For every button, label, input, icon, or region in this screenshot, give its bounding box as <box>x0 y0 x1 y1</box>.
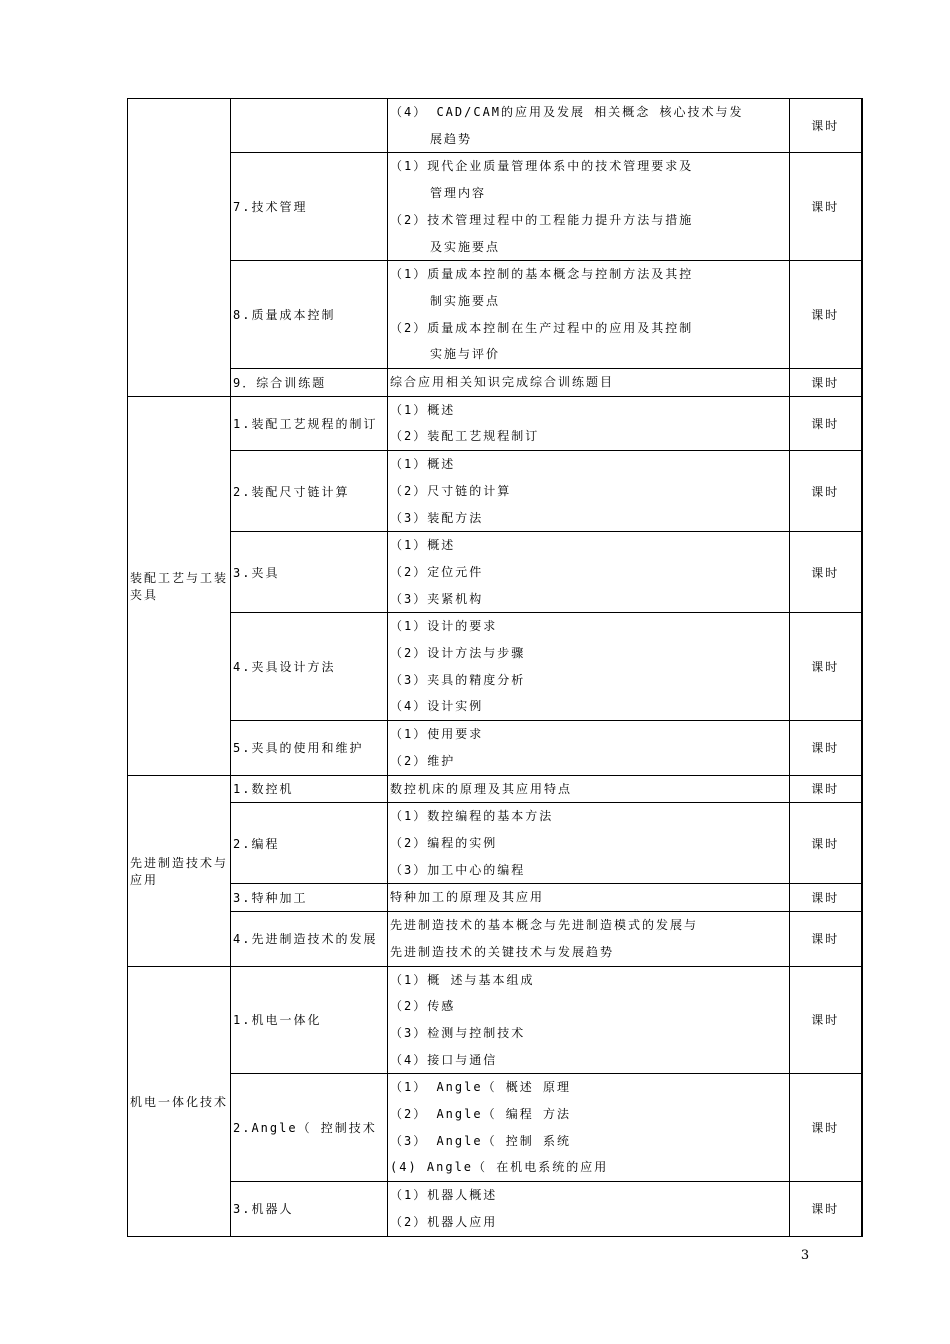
content-line: （2）维护 <box>390 753 456 768</box>
content-cell <box>388 1182 790 1236</box>
topic-cell: 1.装配工艺规程的制订 <box>231 396 388 450</box>
category-cell: 先进制造技术与应用 <box>128 775 231 966</box>
content-line: （3）装配方法 <box>390 510 484 525</box>
hours-cell: 课时 <box>790 451 862 532</box>
category-cell: 装配工艺与工装夹具 <box>128 396 231 775</box>
table-row <box>128 966 862 1074</box>
hours-cell: 课时 <box>790 153 862 261</box>
hours-cell: 课时 <box>790 721 862 775</box>
content-cell <box>388 1074 790 1182</box>
content-line: 数控机床的原理及其应用特点 <box>390 781 573 796</box>
content-line: （2）技术管理过程中的工程能力提升方法与措施 <box>390 212 694 227</box>
content-cell <box>388 532 790 613</box>
content-cell <box>388 613 790 721</box>
topic-cell: 3.特种加工 <box>231 884 388 912</box>
hours-cell: 课时 <box>790 261 862 369</box>
content-line: 综合应用相关知识完成综合训练题目 <box>390 375 615 390</box>
content-line: （3）夹紧机构 <box>390 591 484 606</box>
category-cell <box>128 99 231 397</box>
content-line: （3）检测与控制技术 <box>390 1025 526 1040</box>
hours-cell: 课时 <box>790 369 862 397</box>
table-row <box>128 1074 862 1182</box>
content-line: （3） Angle（ 控制 系统 <box>390 1133 572 1148</box>
content-line: （1）概述 <box>390 538 456 553</box>
table-row <box>128 532 862 613</box>
table-row <box>128 912 862 966</box>
content-cell <box>388 153 790 261</box>
content-line: 先进制造技术的关键技术与发展趋势 <box>390 944 615 959</box>
table-row <box>128 396 862 450</box>
table-row <box>128 775 862 803</box>
hours-cell: 课时 <box>790 532 862 613</box>
topic-cell: 1.数控机 <box>231 775 388 803</box>
hours-cell: 课时 <box>790 99 862 153</box>
content-line: （2）尺寸链的计算 <box>390 483 512 498</box>
content-line: （1）机器人概述 <box>390 1188 498 1203</box>
content-cell <box>388 803 790 884</box>
content-line: （1） Angle（ 概述 原理 <box>390 1080 572 1095</box>
topic-cell: 1.机电一体化 <box>231 966 388 1074</box>
content-line: 制实施要点 <box>430 293 501 308</box>
content-line: （4） CAD/CAM的应用及发展 相关概念 核心技术与发 <box>390 105 744 119</box>
table-row <box>128 613 862 721</box>
table-row <box>128 1182 862 1236</box>
content-cell <box>388 912 790 966</box>
syllabus-table-body <box>128 99 862 1237</box>
content-cell <box>388 99 790 153</box>
content-line: （2）编程的实例 <box>390 835 498 850</box>
content-line: （4）设计实例 <box>390 699 484 714</box>
content-line: 特种加工的原理及其应用 <box>390 890 545 905</box>
hours-cell: 课时 <box>790 1182 862 1236</box>
topic-cell: 3.机器人 <box>231 1182 388 1236</box>
topic-cell: 2.编程 <box>231 803 388 884</box>
content-line: （1）设计的要求 <box>390 619 498 634</box>
table-row <box>128 803 862 884</box>
content-line: （1）质量成本控制的基本概念与控制方法及其控 <box>390 267 694 282</box>
table-row <box>128 99 862 153</box>
content-line: 实施与评价 <box>430 347 501 362</box>
content-line: 及实施要点 <box>430 239 501 254</box>
content-cell <box>388 369 790 397</box>
content-cell <box>388 451 790 532</box>
content-line: （3）夹具的精度分析 <box>390 672 526 687</box>
table-row <box>128 153 862 261</box>
syllabus-table <box>127 98 863 1237</box>
topic-cell: 5.夹具的使用和维护 <box>231 721 388 775</box>
table-row <box>128 369 862 397</box>
topic-cell: 7.技术管理 <box>231 153 388 261</box>
content-line: 展趋势 <box>430 131 473 146</box>
content-line: 先进制造技术的基本概念与先进制造模式的发展与 <box>390 918 699 933</box>
hours-cell: 课时 <box>790 966 862 1074</box>
topic-cell: 3.夹具 <box>231 532 388 613</box>
topic-cell <box>231 99 388 153</box>
topic-cell: 2.装配尺寸链计算 <box>231 451 388 532</box>
category-cell: 机电一体化技术 <box>128 966 231 1236</box>
hours-cell: 课时 <box>790 613 862 721</box>
table-row <box>128 721 862 775</box>
hours-cell: 课时 <box>790 803 862 884</box>
content-line: （2）机器人应用 <box>390 1214 498 1229</box>
topic-cell: 2.Angle（ 控制技术 <box>231 1074 388 1182</box>
content-cell <box>388 396 790 450</box>
content-cell <box>388 721 790 775</box>
table-row <box>128 451 862 532</box>
content-line: （1）使用要求 <box>390 727 484 742</box>
page-number: 3 <box>800 1248 810 1263</box>
hours-cell: 课时 <box>790 396 862 450</box>
content-line: （1）现代企业质量管理体系中的技术管理要求及 <box>390 159 694 174</box>
content-line: （2）设计方法与步骤 <box>390 646 526 661</box>
hours-cell: 课时 <box>790 912 862 966</box>
hours-cell: 课时 <box>790 775 862 803</box>
table-row <box>128 884 862 912</box>
content-line: （1）概述 <box>390 402 456 417</box>
content-cell <box>388 261 790 369</box>
hours-cell: 课时 <box>790 1074 862 1182</box>
content-line: (4) Angle（ 在机电系统的应用 <box>390 1160 609 1175</box>
topic-cell: 4.夹具设计方法 <box>231 613 388 721</box>
topic-cell: 4.先进制造技术的发展 <box>231 912 388 966</box>
content-cell <box>388 775 790 803</box>
content-line: （1）概 述与基本组成 <box>390 972 535 987</box>
content-line: （2）定位元件 <box>390 564 484 579</box>
content-line: （2）质量成本控制在生产过程中的应用及其控制 <box>390 320 694 335</box>
content-cell <box>388 884 790 912</box>
content-line: （4）接口与通信 <box>390 1052 498 1067</box>
content-line: （1）概述 <box>390 457 456 472</box>
content-line: （3）加工中心的编程 <box>390 862 526 877</box>
content-line: （2） Angle（ 编程 方法 <box>390 1107 572 1122</box>
content-line: 管理内容 <box>430 186 487 201</box>
topic-cell: 8.质量成本控制 <box>231 261 388 369</box>
hours-cell: 课时 <box>790 884 862 912</box>
content-line: （1）数控编程的基本方法 <box>390 809 554 824</box>
content-cell <box>388 966 790 1074</box>
content-line: （2）装配工艺规程制订 <box>390 429 540 444</box>
table-row <box>128 261 862 369</box>
topic-cell: 9．综合训练题 <box>231 369 388 397</box>
content-line: （2）传感 <box>390 999 456 1014</box>
